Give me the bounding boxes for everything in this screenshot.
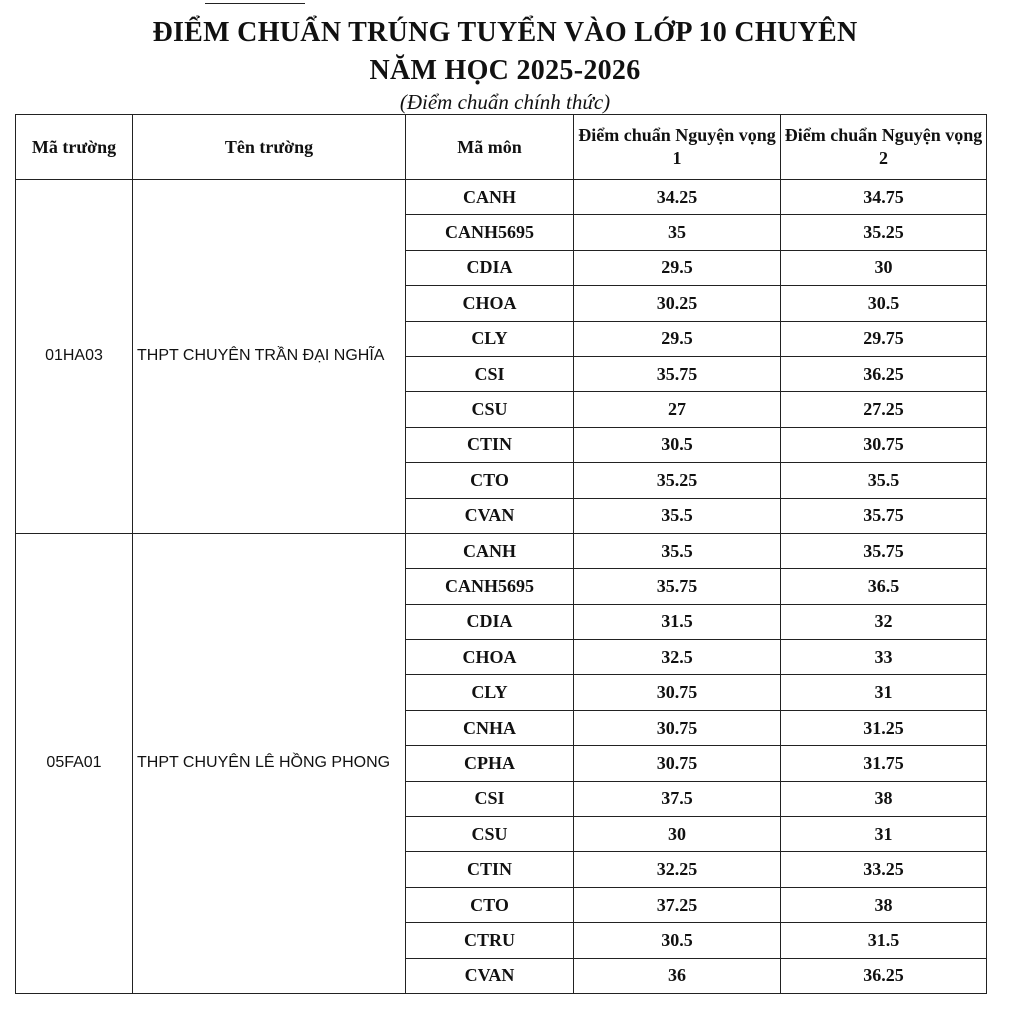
score-nv2-cell: 35.25: [781, 215, 987, 250]
subject-code-cell: CSI: [406, 356, 574, 391]
score-nv2-cell: 27.25: [781, 392, 987, 427]
subject-code-cell: CNHA: [406, 710, 574, 745]
score-nv1-cell: 30.5: [574, 427, 781, 462]
score-nv1-cell: 30.75: [574, 710, 781, 745]
subject-code-cell: CVAN: [406, 498, 574, 533]
subject-code-cell: CTIN: [406, 427, 574, 462]
header-score-nv1: Điểm chuẩn Nguyện vọng 1: [574, 115, 781, 180]
score-nv1-cell: 29.5: [574, 321, 781, 356]
subject-code-cell: CTO: [406, 463, 574, 498]
score-nv2-cell: 38: [781, 781, 987, 816]
subject-code-cell: CSU: [406, 817, 574, 852]
score-nv1-cell: 37.5: [574, 781, 781, 816]
score-nv2-cell: 35.5: [781, 463, 987, 498]
score-nv1-cell: 30.5: [574, 923, 781, 958]
subject-code-cell: CDIA: [406, 604, 574, 639]
table-row: [16, 533, 987, 568]
score-nv1-cell: 35.75: [574, 569, 781, 604]
subject-code-cell: CSU: [406, 392, 574, 427]
score-nv1-cell: 30.75: [574, 746, 781, 781]
score-nv2-cell: 29.75: [781, 321, 987, 356]
subject-code-cell: CHOA: [406, 286, 574, 321]
score-nv2-cell: 35.75: [781, 498, 987, 533]
subject-code-cell: CVAN: [406, 958, 574, 993]
score-nv2-cell: 31.75: [781, 746, 987, 781]
score-nv1-cell: 30.25: [574, 286, 781, 321]
score-nv2-cell: 34.75: [781, 180, 987, 215]
table-row: [16, 180, 987, 215]
score-nv2-cell: 36.5: [781, 569, 987, 604]
score-nv1-cell: 35.25: [574, 463, 781, 498]
score-nv1-cell: 31.5: [574, 604, 781, 639]
school-name-cell: THPT CHUYÊN LÊ HỒNG PHONG: [133, 533, 406, 993]
subject-code-cell: CLY: [406, 675, 574, 710]
subject-code-cell: CTIN: [406, 852, 574, 887]
school-name-cell: THPT CHUYÊN TRẦN ĐẠI NGHĨA: [133, 180, 406, 534]
header-subject-code: Mã môn: [406, 115, 574, 180]
subject-code-cell: CANH5695: [406, 569, 574, 604]
score-nv1-cell: 29.5: [574, 250, 781, 285]
subject-code-cell: CHOA: [406, 640, 574, 675]
score-nv1-cell: 35.5: [574, 533, 781, 568]
score-nv1-cell: 34.25: [574, 180, 781, 215]
score-nv2-cell: 38: [781, 887, 987, 922]
score-nv1-cell: 30.75: [574, 675, 781, 710]
score-nv2-cell: 33.25: [781, 852, 987, 887]
score-nv1-cell: 30: [574, 817, 781, 852]
header-school-code: Mã trường: [16, 115, 133, 180]
score-nv1-cell: 35.75: [574, 356, 781, 391]
document-title-year: NĂM HỌC 2025-2026: [369, 55, 641, 86]
subject-code-cell: CANH: [406, 180, 574, 215]
subject-code-cell: CDIA: [406, 250, 574, 285]
score-nv2-cell: 30.75: [781, 427, 987, 462]
score-nv2-cell: 36.25: [781, 958, 987, 993]
header-school-name: Tên trường: [133, 115, 406, 180]
score-nv2-cell: 31.25: [781, 710, 987, 745]
subject-code-cell: CTRU: [406, 923, 574, 958]
score-nv1-cell: 27: [574, 392, 781, 427]
score-nv2-cell: 32: [781, 604, 987, 639]
subject-code-cell: CLY: [406, 321, 574, 356]
table-body: [16, 180, 987, 994]
table-header-row: [16, 115, 987, 180]
score-table: [15, 114, 987, 994]
subject-code-cell: CSI: [406, 781, 574, 816]
score-nv2-cell: 31: [781, 675, 987, 710]
subject-code-cell: CANH5695: [406, 215, 574, 250]
score-nv1-cell: 36: [574, 958, 781, 993]
score-nv2-cell: 35.75: [781, 533, 987, 568]
score-nv1-cell: 35.5: [574, 498, 781, 533]
score-nv2-cell: 31.5: [781, 923, 987, 958]
header-score-nv2: Điểm chuẩn Nguyện vọng 2: [781, 115, 987, 180]
score-nv2-cell: 30: [781, 250, 987, 285]
school-code-cell: 05FA01: [16, 533, 133, 993]
score-nv1-cell: 32.5: [574, 640, 781, 675]
score-nv2-cell: 36.25: [781, 356, 987, 391]
subject-code-cell: CPHA: [406, 746, 574, 781]
score-nv2-cell: 30.5: [781, 286, 987, 321]
score-nv2-cell: 31: [781, 817, 987, 852]
score-nv1-cell: 37.25: [574, 887, 781, 922]
document-subtitle: (Điểm chuẩn chính thức): [399, 90, 611, 114]
document-title: ĐIỂM CHUẨN TRÚNG TUYỂN VÀO LỚP 10 CHUYÊN: [152, 17, 858, 48]
score-nv1-cell: 32.25: [574, 852, 781, 887]
score-nv2-cell: 33: [781, 640, 987, 675]
top-rule: [205, 3, 305, 4]
score-nv1-cell: 35: [574, 215, 781, 250]
school-code-cell: 01HA03: [16, 180, 133, 534]
subject-code-cell: CTO: [406, 887, 574, 922]
subject-code-cell: CANH: [406, 533, 574, 568]
